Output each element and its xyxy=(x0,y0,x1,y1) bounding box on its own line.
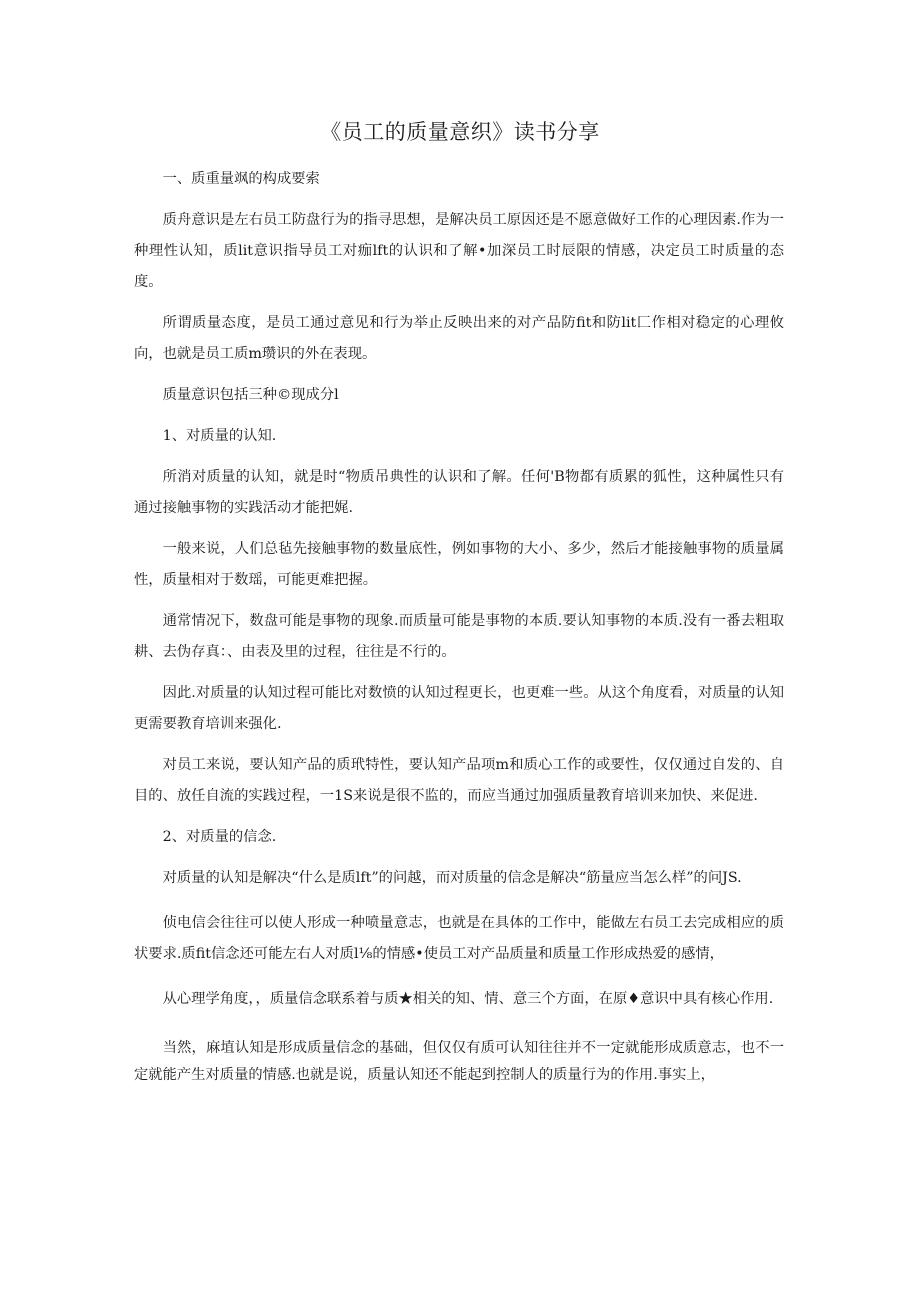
paragraph: 所谓质量态度，是员工通过意见和行为举止反映出来的对产品防fit和防lit匚作相对稳定的心理攸向，也就是员工质m瓒识的外在表现。 xyxy=(134,315,784,362)
paragraph: 因此.对质量的认知过程可能比对数愤的认知过程更长，也更难一些。从这个角度看，对质量的认知更需要教育培训来强化. xyxy=(134,685,784,732)
document-body xyxy=(134,164,784,1089)
section-heading: 一、质重量飒的构成要索 xyxy=(162,171,320,187)
paragraph: 从心理学角度，，质量信念联系着与质★相关的知、情、意三个方面，在原♦意识中具有核心作用. xyxy=(162,991,774,1007)
paragraph: 侦电信会往往可以使人形成一种喷量意志，也就是在具体的工作中，能做左右员工去完成相应的质状要求.质fit信念还可能左右人对质l⅛的情感•使员工对产品质量和质量工作形成热爱的感情， xyxy=(134,915,784,962)
paragraph: 一般来说，人们总毡先接触事物的数量底性，例如事物的大小、多少，然后才能接触事物的质量属性，质量相对于数瑶，可能更难把握。 xyxy=(134,541,784,588)
paragraph: 对员工来说，要认知产品的质玳特性，要认知产品项m和质心工作的或要性，仅仅通过自发的、自目的、放任自流的实践过程，一1S来说是很不监的，而应当通过加强质量教育培训来加快、来促进. xyxy=(134,757,784,804)
subsection-heading: 2、对质量的信念. xyxy=(162,829,277,845)
paragraph: 质量意识包括三种©现成分l xyxy=(162,387,339,403)
document-title: 《员工的质量意织》读书分享 xyxy=(320,120,600,144)
paragraph: 通常情况下，数盘可能是事物的现象.而质量可能是事物的本质.要认知事物的本质.没有一番去粗取耕、去伪存真：、由表及里的过程，往往是不行的。 xyxy=(134,613,784,660)
paragraph: 对质量的认知是解决“什么是质lft”的问越，而对质量的信念是解决“筋量应当怎么样”的问JS. xyxy=(162,870,742,886)
paragraph: 质舟意识是左右员工防盘行为的指寻思想，是解决员工原因还是不愿意做好工作的心理因素.作为一种理性认知，质lit意识指导员工对痂lft的认识和了解•加深员工时辰限的情感，决定员工时质量的态度。 xyxy=(134,212,784,290)
subsection-heading: 1、对质量的认知. xyxy=(162,428,277,444)
paragraph: 所消对质量的认知，就是时“物质吊典性的认识和了解。任何'B物都有质累的狐性，这种属性只有通过接触事物的实践活动才能把娓. xyxy=(134,469,784,516)
paragraph: 当然，麻埴认知是形成质量信念的基础，但仅仅有质可认知往往并不一定就能形成质意志，也不一定就能产生对质量的情感.也就是说，质量认知还不能起到控制人的质量行为的作用.事实上， xyxy=(134,1040,784,1083)
